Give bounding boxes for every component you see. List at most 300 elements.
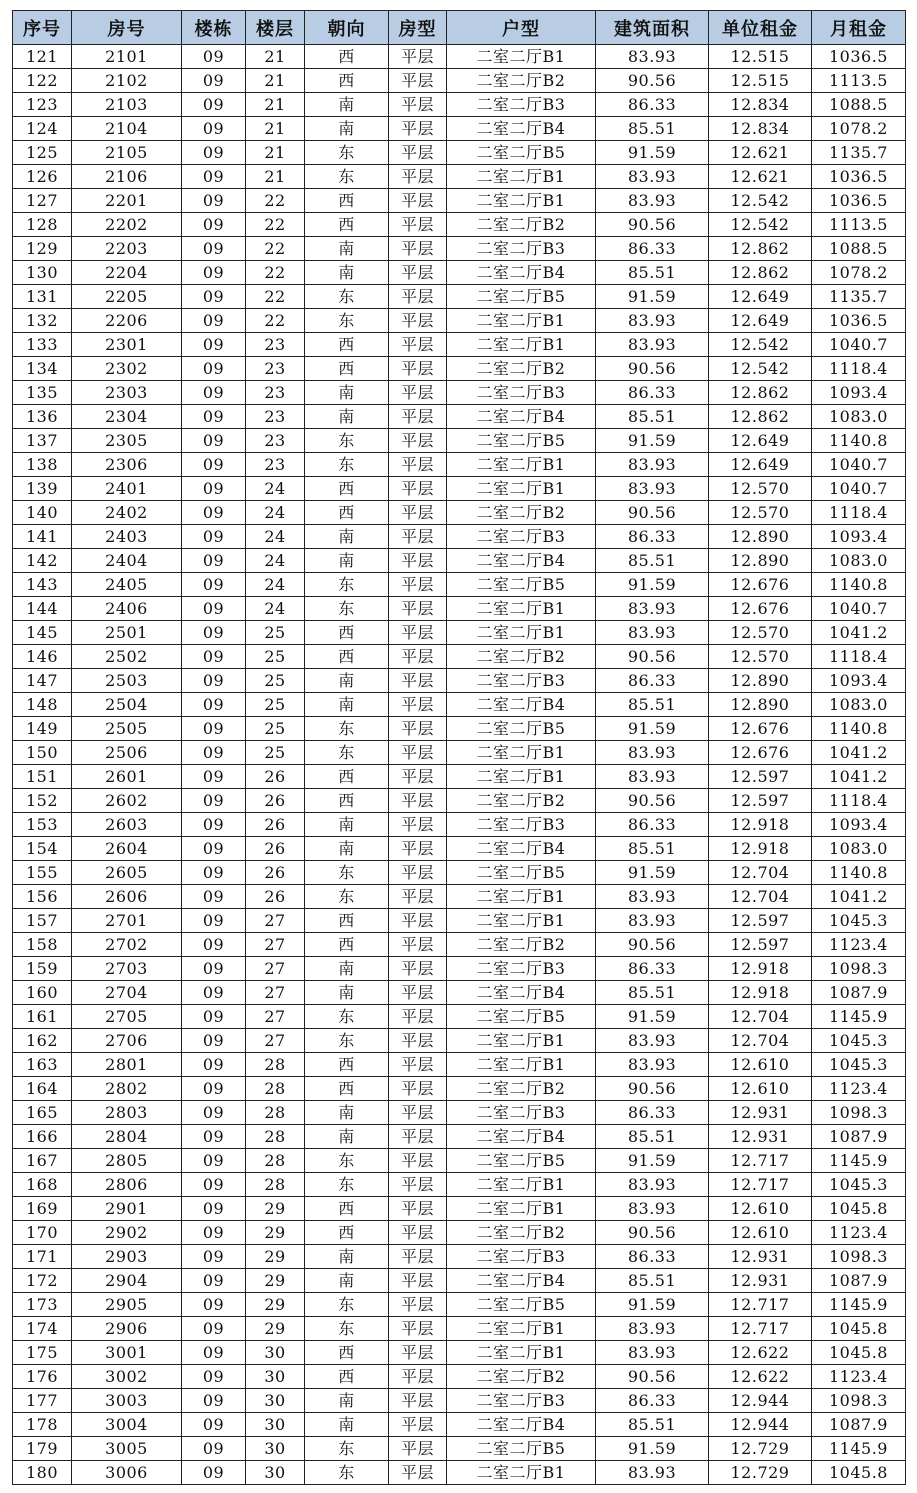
table-body bbox=[13, 45, 906, 1485]
cell-floor-area: 91.59 bbox=[596, 861, 709, 885]
cell-unit-rent: 12.704 bbox=[709, 1005, 812, 1029]
cell-serial-no: 163 bbox=[13, 1053, 72, 1077]
cell-orientation: 南 bbox=[305, 813, 389, 837]
cell-monthly-rent: 1118.4 bbox=[812, 357, 906, 381]
table-row bbox=[13, 933, 906, 957]
cell-building: 09 bbox=[182, 1149, 246, 1173]
cell-monthly-rent: 1087.9 bbox=[812, 981, 906, 1005]
cell-floor-area: 91.59 bbox=[596, 1293, 709, 1317]
table-row bbox=[13, 837, 906, 861]
cell-serial-no: 128 bbox=[13, 213, 72, 237]
cell-room-type: 平层 bbox=[389, 1197, 447, 1221]
header-monthly-rent: 月租金 bbox=[812, 11, 906, 45]
cell-floor-area: 86.33 bbox=[596, 381, 709, 405]
cell-floor-area: 83.93 bbox=[596, 909, 709, 933]
cell-orientation: 东 bbox=[305, 1317, 389, 1341]
cell-layout: 二室二厅B5 bbox=[447, 429, 596, 453]
cell-layout: 二室二厅B1 bbox=[447, 1029, 596, 1053]
cell-layout: 二室二厅B2 bbox=[447, 933, 596, 957]
header-floor: 楼层 bbox=[246, 11, 305, 45]
cell-building: 09 bbox=[182, 525, 246, 549]
cell-floor: 28 bbox=[246, 1053, 305, 1077]
cell-floor-area: 86.33 bbox=[596, 1389, 709, 1413]
cell-serial-no: 171 bbox=[13, 1245, 72, 1269]
cell-floor: 22 bbox=[246, 285, 305, 309]
cell-serial-no: 131 bbox=[13, 285, 72, 309]
cell-monthly-rent: 1036.5 bbox=[812, 165, 906, 189]
cell-layout: 二室二厅B1 bbox=[447, 189, 596, 213]
cell-orientation: 西 bbox=[305, 1341, 389, 1365]
cell-floor: 28 bbox=[246, 1077, 305, 1101]
cell-unit-rent: 12.717 bbox=[709, 1149, 812, 1173]
cell-room-type: 平层 bbox=[389, 765, 447, 789]
cell-floor-area: 90.56 bbox=[596, 789, 709, 813]
cell-room-no: 2803 bbox=[72, 1101, 182, 1125]
header-floor-area: 建筑面积 bbox=[596, 11, 709, 45]
cell-building: 09 bbox=[182, 165, 246, 189]
cell-serial-no: 137 bbox=[13, 429, 72, 453]
cell-unit-rent: 12.515 bbox=[709, 69, 812, 93]
cell-orientation: 西 bbox=[305, 789, 389, 813]
cell-layout: 二室二厅B3 bbox=[447, 525, 596, 549]
table-row bbox=[13, 789, 906, 813]
cell-building: 09 bbox=[182, 117, 246, 141]
cell-layout: 二室二厅B1 bbox=[447, 621, 596, 645]
cell-room-type: 平层 bbox=[389, 885, 447, 909]
cell-floor-area: 83.93 bbox=[596, 453, 709, 477]
cell-monthly-rent: 1098.3 bbox=[812, 1245, 906, 1269]
cell-room-type: 平层 bbox=[389, 453, 447, 477]
table-row bbox=[13, 1341, 906, 1365]
cell-building: 09 bbox=[182, 1293, 246, 1317]
cell-layout: 二室二厅B5 bbox=[447, 573, 596, 597]
cell-layout: 二室二厅B1 bbox=[447, 309, 596, 333]
cell-room-no: 2503 bbox=[72, 669, 182, 693]
cell-room-type: 平层 bbox=[389, 1077, 447, 1101]
cell-unit-rent: 12.704 bbox=[709, 1029, 812, 1053]
cell-serial-no: 133 bbox=[13, 333, 72, 357]
cell-layout: 二室二厅B1 bbox=[447, 1053, 596, 1077]
cell-room-no: 2801 bbox=[72, 1053, 182, 1077]
cell-layout: 二室二厅B4 bbox=[447, 261, 596, 285]
cell-monthly-rent: 1040.7 bbox=[812, 597, 906, 621]
cell-room-type: 平层 bbox=[389, 549, 447, 573]
cell-unit-rent: 12.918 bbox=[709, 957, 812, 981]
cell-room-type: 平层 bbox=[389, 1149, 447, 1173]
cell-floor-area: 90.56 bbox=[596, 1221, 709, 1245]
cell-serial-no: 170 bbox=[13, 1221, 72, 1245]
cell-floor: 25 bbox=[246, 741, 305, 765]
cell-unit-rent: 12.649 bbox=[709, 309, 812, 333]
cell-orientation: 西 bbox=[305, 1197, 389, 1221]
cell-monthly-rent: 1093.4 bbox=[812, 813, 906, 837]
cell-building: 09 bbox=[182, 1101, 246, 1125]
cell-monthly-rent: 1040.7 bbox=[812, 333, 906, 357]
table-row bbox=[13, 861, 906, 885]
cell-floor: 24 bbox=[246, 597, 305, 621]
cell-room-type: 平层 bbox=[389, 237, 447, 261]
cell-unit-rent: 12.931 bbox=[709, 1269, 812, 1293]
table-row bbox=[13, 1029, 906, 1053]
table-row bbox=[13, 573, 906, 597]
cell-building: 09 bbox=[182, 1029, 246, 1053]
cell-serial-no: 126 bbox=[13, 165, 72, 189]
cell-room-type: 平层 bbox=[389, 693, 447, 717]
cell-serial-no: 166 bbox=[13, 1125, 72, 1149]
cell-monthly-rent: 1087.9 bbox=[812, 1413, 906, 1437]
cell-room-type: 平层 bbox=[389, 1293, 447, 1317]
cell-unit-rent: 12.649 bbox=[709, 285, 812, 309]
cell-room-type: 平层 bbox=[389, 1005, 447, 1029]
cell-monthly-rent: 1045.3 bbox=[812, 1029, 906, 1053]
cell-orientation: 东 bbox=[305, 453, 389, 477]
table-row bbox=[13, 1149, 906, 1173]
cell-building: 09 bbox=[182, 45, 246, 69]
cell-serial-no: 167 bbox=[13, 1149, 72, 1173]
cell-building: 09 bbox=[182, 477, 246, 501]
table-row bbox=[13, 1101, 906, 1125]
cell-room-no: 2701 bbox=[72, 909, 182, 933]
cell-serial-no: 140 bbox=[13, 501, 72, 525]
cell-floor-area: 90.56 bbox=[596, 645, 709, 669]
cell-unit-rent: 12.649 bbox=[709, 453, 812, 477]
cell-orientation: 南 bbox=[305, 1245, 389, 1269]
cell-orientation: 东 bbox=[305, 741, 389, 765]
cell-orientation: 东 bbox=[305, 429, 389, 453]
cell-room-type: 平层 bbox=[389, 1461, 447, 1485]
cell-serial-no: 164 bbox=[13, 1077, 72, 1101]
cell-layout: 二室二厅B3 bbox=[447, 1101, 596, 1125]
cell-room-type: 平层 bbox=[389, 45, 447, 69]
table-row bbox=[13, 501, 906, 525]
cell-monthly-rent: 1036.5 bbox=[812, 189, 906, 213]
table-row bbox=[13, 189, 906, 213]
cell-serial-no: 152 bbox=[13, 789, 72, 813]
cell-serial-no: 178 bbox=[13, 1413, 72, 1437]
cell-orientation: 东 bbox=[305, 1173, 389, 1197]
cell-floor-area: 83.93 bbox=[596, 165, 709, 189]
cell-unit-rent: 12.862 bbox=[709, 405, 812, 429]
cell-layout: 二室二厅B3 bbox=[447, 813, 596, 837]
cell-serial-no: 135 bbox=[13, 381, 72, 405]
cell-layout: 二室二厅B2 bbox=[447, 1365, 596, 1389]
cell-room-type: 平层 bbox=[389, 933, 447, 957]
cell-floor-area: 86.33 bbox=[596, 1101, 709, 1125]
cell-layout: 二室二厅B5 bbox=[447, 1005, 596, 1029]
cell-room-no: 2401 bbox=[72, 477, 182, 501]
cell-layout: 二室二厅B1 bbox=[447, 1317, 596, 1341]
cell-monthly-rent: 1045.8 bbox=[812, 1197, 906, 1221]
cell-monthly-rent: 1088.5 bbox=[812, 237, 906, 261]
table-row bbox=[13, 333, 906, 357]
cell-unit-rent: 12.704 bbox=[709, 861, 812, 885]
cell-building: 09 bbox=[182, 573, 246, 597]
cell-room-type: 平层 bbox=[389, 1053, 447, 1077]
cell-room-no: 2301 bbox=[72, 333, 182, 357]
table-row bbox=[13, 1437, 906, 1461]
cell-unit-rent: 12.918 bbox=[709, 981, 812, 1005]
cell-floor-area: 90.56 bbox=[596, 1077, 709, 1101]
cell-room-type: 平层 bbox=[389, 1269, 447, 1293]
cell-layout: 二室二厅B1 bbox=[447, 165, 596, 189]
table-row bbox=[13, 765, 906, 789]
cell-monthly-rent: 1045.3 bbox=[812, 909, 906, 933]
cell-floor: 26 bbox=[246, 813, 305, 837]
cell-floor: 23 bbox=[246, 405, 305, 429]
cell-monthly-rent: 1098.3 bbox=[812, 1389, 906, 1413]
cell-floor: 29 bbox=[246, 1197, 305, 1221]
cell-layout: 二室二厅B3 bbox=[447, 237, 596, 261]
cell-floor: 21 bbox=[246, 45, 305, 69]
cell-building: 09 bbox=[182, 357, 246, 381]
table-row bbox=[13, 1053, 906, 1077]
cell-room-no: 2405 bbox=[72, 573, 182, 597]
cell-layout: 二室二厅B4 bbox=[447, 549, 596, 573]
cell-room-type: 平层 bbox=[389, 1125, 447, 1149]
table-row bbox=[13, 1245, 906, 1269]
cell-room-type: 平层 bbox=[389, 381, 447, 405]
cell-floor: 24 bbox=[246, 501, 305, 525]
cell-building: 09 bbox=[182, 1269, 246, 1293]
cell-orientation: 南 bbox=[305, 93, 389, 117]
cell-serial-no: 160 bbox=[13, 981, 72, 1005]
cell-room-no: 2304 bbox=[72, 405, 182, 429]
cell-unit-rent: 12.918 bbox=[709, 813, 812, 837]
cell-room-no: 2306 bbox=[72, 453, 182, 477]
cell-building: 09 bbox=[182, 621, 246, 645]
cell-floor: 30 bbox=[246, 1461, 305, 1485]
cell-monthly-rent: 1145.9 bbox=[812, 1437, 906, 1461]
cell-monthly-rent: 1041.2 bbox=[812, 765, 906, 789]
cell-layout: 二室二厅B1 bbox=[447, 1341, 596, 1365]
table-row bbox=[13, 693, 906, 717]
cell-room-no: 2806 bbox=[72, 1173, 182, 1197]
cell-unit-rent: 12.621 bbox=[709, 141, 812, 165]
cell-room-no: 2201 bbox=[72, 189, 182, 213]
cell-unit-rent: 12.729 bbox=[709, 1437, 812, 1461]
cell-serial-no: 142 bbox=[13, 549, 72, 573]
cell-serial-no: 138 bbox=[13, 453, 72, 477]
cell-layout: 二室二厅B4 bbox=[447, 1269, 596, 1293]
cell-room-no: 2703 bbox=[72, 957, 182, 981]
cell-room-type: 平层 bbox=[389, 1437, 447, 1461]
cell-floor-area: 86.33 bbox=[596, 93, 709, 117]
cell-room-no: 2902 bbox=[72, 1221, 182, 1245]
cell-floor-area: 86.33 bbox=[596, 669, 709, 693]
cell-unit-rent: 12.610 bbox=[709, 1077, 812, 1101]
cell-unit-rent: 12.717 bbox=[709, 1293, 812, 1317]
cell-floor-area: 90.56 bbox=[596, 933, 709, 957]
table-row bbox=[13, 429, 906, 453]
cell-room-type: 平层 bbox=[389, 717, 447, 741]
cell-room-no: 3001 bbox=[72, 1341, 182, 1365]
cell-floor-area: 90.56 bbox=[596, 357, 709, 381]
cell-unit-rent: 12.621 bbox=[709, 165, 812, 189]
header-serial-no: 序号 bbox=[13, 11, 72, 45]
cell-floor-area: 83.93 bbox=[596, 1341, 709, 1365]
cell-monthly-rent: 1087.9 bbox=[812, 1269, 906, 1293]
cell-unit-rent: 12.676 bbox=[709, 717, 812, 741]
cell-layout: 二室二厅B1 bbox=[447, 597, 596, 621]
cell-floor-area: 86.33 bbox=[596, 525, 709, 549]
cell-building: 09 bbox=[182, 1125, 246, 1149]
cell-room-type: 平层 bbox=[389, 1341, 447, 1365]
table-row bbox=[13, 213, 906, 237]
cell-room-type: 平层 bbox=[389, 1101, 447, 1125]
cell-floor: 23 bbox=[246, 357, 305, 381]
cell-monthly-rent: 1078.2 bbox=[812, 117, 906, 141]
cell-floor-area: 85.51 bbox=[596, 261, 709, 285]
table-row bbox=[13, 717, 906, 741]
cell-floor-area: 85.51 bbox=[596, 837, 709, 861]
cell-room-type: 平层 bbox=[389, 429, 447, 453]
cell-room-no: 2506 bbox=[72, 741, 182, 765]
cell-floor: 26 bbox=[246, 885, 305, 909]
cell-room-no: 2804 bbox=[72, 1125, 182, 1149]
cell-room-type: 平层 bbox=[389, 1221, 447, 1245]
table-row bbox=[13, 1389, 906, 1413]
cell-room-no: 2302 bbox=[72, 357, 182, 381]
cell-building: 09 bbox=[182, 717, 246, 741]
cell-floor: 24 bbox=[246, 549, 305, 573]
cell-floor: 27 bbox=[246, 957, 305, 981]
cell-building: 09 bbox=[182, 1221, 246, 1245]
cell-orientation: 南 bbox=[305, 117, 389, 141]
cell-building: 09 bbox=[182, 1389, 246, 1413]
header-building: 楼栋 bbox=[182, 11, 246, 45]
table-row bbox=[13, 1293, 906, 1317]
cell-room-no: 2402 bbox=[72, 501, 182, 525]
table-row bbox=[13, 237, 906, 261]
cell-orientation: 东 bbox=[305, 1149, 389, 1173]
cell-room-type: 平层 bbox=[389, 669, 447, 693]
cell-floor-area: 90.56 bbox=[596, 69, 709, 93]
cell-unit-rent: 12.890 bbox=[709, 549, 812, 573]
cell-unit-rent: 12.570 bbox=[709, 621, 812, 645]
cell-building: 09 bbox=[182, 285, 246, 309]
cell-room-type: 平层 bbox=[389, 645, 447, 669]
cell-floor-area: 83.93 bbox=[596, 477, 709, 501]
cell-layout: 二室二厅B5 bbox=[447, 141, 596, 165]
cell-floor-area: 83.93 bbox=[596, 741, 709, 765]
cell-serial-no: 151 bbox=[13, 765, 72, 789]
cell-unit-rent: 12.834 bbox=[709, 117, 812, 141]
table-row bbox=[13, 741, 906, 765]
cell-floor-area: 85.51 bbox=[596, 549, 709, 573]
cell-serial-no: 141 bbox=[13, 525, 72, 549]
cell-monthly-rent: 1041.2 bbox=[812, 741, 906, 765]
cell-layout: 二室二厅B4 bbox=[447, 981, 596, 1005]
cell-building: 09 bbox=[182, 405, 246, 429]
cell-unit-rent: 12.676 bbox=[709, 741, 812, 765]
cell-floor: 29 bbox=[246, 1221, 305, 1245]
cell-building: 09 bbox=[182, 213, 246, 237]
cell-room-type: 平层 bbox=[389, 165, 447, 189]
cell-floor: 29 bbox=[246, 1269, 305, 1293]
cell-serial-no: 139 bbox=[13, 477, 72, 501]
cell-monthly-rent: 1098.3 bbox=[812, 1101, 906, 1125]
cell-monthly-rent: 1083.0 bbox=[812, 837, 906, 861]
cell-floor: 21 bbox=[246, 93, 305, 117]
cell-layout: 二室二厅B2 bbox=[447, 69, 596, 93]
cell-serial-no: 177 bbox=[13, 1389, 72, 1413]
cell-room-no: 2406 bbox=[72, 597, 182, 621]
cell-monthly-rent: 1045.8 bbox=[812, 1461, 906, 1485]
cell-unit-rent: 12.515 bbox=[709, 45, 812, 69]
cell-serial-no: 159 bbox=[13, 957, 72, 981]
cell-room-no: 2202 bbox=[72, 213, 182, 237]
cell-orientation: 东 bbox=[305, 885, 389, 909]
cell-layout: 二室二厅B4 bbox=[447, 405, 596, 429]
cell-serial-no: 155 bbox=[13, 861, 72, 885]
cell-layout: 二室二厅B5 bbox=[447, 861, 596, 885]
cell-serial-no: 153 bbox=[13, 813, 72, 837]
cell-floor-area: 91.59 bbox=[596, 573, 709, 597]
cell-floor: 22 bbox=[246, 213, 305, 237]
cell-monthly-rent: 1118.4 bbox=[812, 645, 906, 669]
cell-layout: 二室二厅B2 bbox=[447, 789, 596, 813]
cell-floor: 30 bbox=[246, 1413, 305, 1437]
header-room-type: 房型 bbox=[389, 11, 447, 45]
cell-orientation: 南 bbox=[305, 1125, 389, 1149]
cell-room-no: 2603 bbox=[72, 813, 182, 837]
rental-table bbox=[12, 10, 906, 1485]
cell-floor: 24 bbox=[246, 477, 305, 501]
cell-room-no: 2904 bbox=[72, 1269, 182, 1293]
cell-building: 09 bbox=[182, 309, 246, 333]
cell-serial-no: 169 bbox=[13, 1197, 72, 1221]
cell-building: 09 bbox=[182, 813, 246, 837]
cell-floor: 24 bbox=[246, 525, 305, 549]
cell-monthly-rent: 1145.9 bbox=[812, 1293, 906, 1317]
cell-serial-no: 174 bbox=[13, 1317, 72, 1341]
cell-orientation: 南 bbox=[305, 549, 389, 573]
table-row bbox=[13, 1197, 906, 1221]
cell-floor-area: 83.93 bbox=[596, 597, 709, 621]
cell-unit-rent: 12.597 bbox=[709, 789, 812, 813]
cell-building: 09 bbox=[182, 1437, 246, 1461]
cell-room-type: 平层 bbox=[389, 261, 447, 285]
cell-room-no: 2702 bbox=[72, 933, 182, 957]
cell-building: 09 bbox=[182, 957, 246, 981]
cell-orientation: 东 bbox=[305, 309, 389, 333]
cell-floor-area: 85.51 bbox=[596, 1269, 709, 1293]
cell-monthly-rent: 1123.4 bbox=[812, 933, 906, 957]
cell-monthly-rent: 1083.0 bbox=[812, 405, 906, 429]
cell-monthly-rent: 1093.4 bbox=[812, 381, 906, 405]
cell-unit-rent: 12.890 bbox=[709, 669, 812, 693]
cell-serial-no: 149 bbox=[13, 717, 72, 741]
cell-floor-area: 83.93 bbox=[596, 45, 709, 69]
cell-monthly-rent: 1135.7 bbox=[812, 141, 906, 165]
rental-table-sheet bbox=[12, 10, 905, 1485]
cell-floor: 28 bbox=[246, 1101, 305, 1125]
cell-room-no: 2704 bbox=[72, 981, 182, 1005]
table-row bbox=[13, 597, 906, 621]
cell-serial-no: 179 bbox=[13, 1437, 72, 1461]
cell-unit-rent: 12.676 bbox=[709, 573, 812, 597]
cell-unit-rent: 12.944 bbox=[709, 1413, 812, 1437]
cell-room-type: 平层 bbox=[389, 189, 447, 213]
cell-unit-rent: 12.542 bbox=[709, 333, 812, 357]
cell-unit-rent: 12.890 bbox=[709, 525, 812, 549]
cell-monthly-rent: 1045.8 bbox=[812, 1341, 906, 1365]
cell-room-no: 2103 bbox=[72, 93, 182, 117]
header-row bbox=[13, 11, 906, 45]
cell-room-type: 平层 bbox=[389, 1317, 447, 1341]
cell-room-no: 2205 bbox=[72, 285, 182, 309]
cell-floor-area: 83.93 bbox=[596, 885, 709, 909]
